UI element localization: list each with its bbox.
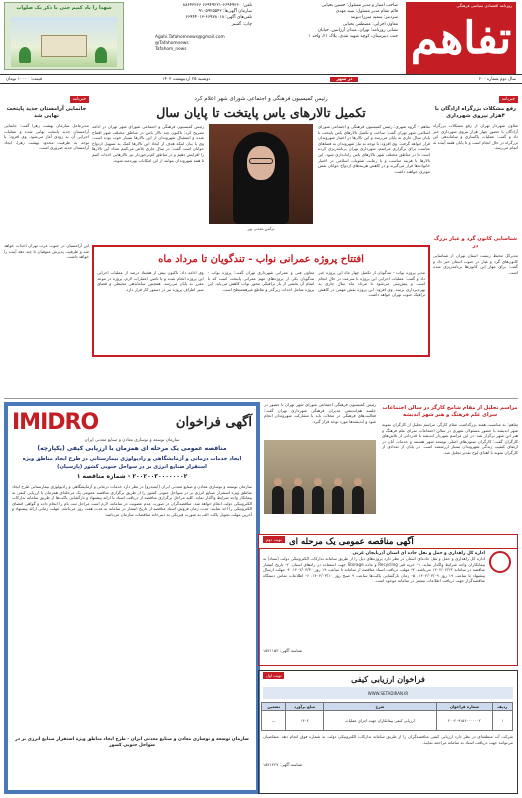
lead-kicker: رئیس کمیسیون فرهنگی و اجتماعی شورای شهر اعلام کرد: [194, 96, 328, 102]
sidebar-left: [4, 96, 89, 396]
person-head: [354, 478, 362, 486]
issue-number: سال دوم شماره ۶۰۰: [478, 76, 516, 82]
lead-body: [92, 124, 430, 264]
table-cell: ۱: [492, 711, 512, 731]
issue-date: دوشنبه ۲۵ اردیبهشت ۱۴۰۲: [162, 76, 211, 82]
person-silhouette: [272, 486, 284, 514]
table-header: مبلغ برآورد: [286, 703, 323, 711]
imidro-footer: سازمان توسعه و نوسازی معادن و صنایع معدنی ایران - طرح ایجاد مناطق ویژه استقرار صنایع انرژی بر در سواحل جنوبی کشور: [15, 737, 249, 748]
martyrs-promo-banner: [4, 2, 124, 70]
contact-block: [137, 3, 252, 28]
quality-evaluation-ad: [258, 670, 518, 794]
lead-column-right: تفاهم - گروه شهری: رئیس کمیسیون فرهنگی و اجتماعی شورای اسلامی شهر تهران گفت: ساخت و تکمیل تالارهای یاس پایتخت تا پایان سال جاری به پایان می‌رسد و این تالارها در اختیار شهروندان قرار خواهد گرفت. وی افزود: با توجه به نیاز شهروندان به فضاهای مناسب برای برگزاری مراسم، شهرداری تهران برنامه‌ریزی کرده است تا در مناطق مختلف شهر تالارهای یاس راه‌اندازی شود. این تالارها با هزینه مناسب و با رعایت شئونات اسلامی در اختیار خانواده‌ها قرار می‌گیرند و در کاهش هزینه‌های ازدواج جوانان نقش موثری خواهند داشت.: [318, 124, 430, 174]
imidro-tender-ad: [4, 402, 260, 794]
road-tender-ad: [258, 534, 518, 666]
sidebar-headline-2[interactable]: شناسایی کانون گرد و غبار بزرگ در: [433, 236, 518, 249]
person-head: [334, 478, 342, 486]
middle-story-text: رئیس کمیسیون فرهنگی اجتماعی شورای شهر تهران با حضور در جلسه هم‌اندیشی مدیران فرهنگی شهرداری تهران گفت: فعالیت‌های فرهنگی در محلات باید با مشارکت شهروندان انجام شود و اندیشه‌ها مورد توجه قرار گیرد.: [264, 402, 376, 424]
boxed-headline[interactable]: افتتاح پروژه عمرانی نواب - تندگویان تا مرداد ماه: [158, 254, 364, 265]
person-silhouette: [312, 486, 324, 514]
logo-text: تفاهم: [410, 12, 512, 64]
staff-line: قائم مقام مدیر مسئول: سید مهدی: [335, 9, 398, 15]
staff-block: [253, 3, 398, 40]
masthead: [0, 0, 522, 84]
table-cell: ---: [262, 711, 286, 731]
imidro-logo: IMIDRO: [12, 410, 99, 435]
glasses-shape: [249, 158, 273, 164]
right-lower-body: تفاهم: به مناسبت هفته بزرگداشت مقام کارگر، مراسم تجلیل از کارگران نمونه شهر اندیشه با حضور مسئولان شهری در سالن اجتماعات سرای علم فرهنگ و هنر این شهر برگزار شد. در این مراسم شهردار اندیشه با قدردانی از تلاش‌های کارگران گفت: کارگران ستون‌های اصلی توسعه شهر هستند و خدمات آنان در ارتقای کیفیت زندگی شهروندان بسیار ارزشمند است. در پایان از تعدادی از کارگران نمونه با اهدای لوح تقدیر تجلیل شد.: [382, 422, 518, 455]
tender-subtitle: اداره کل راهداری و حمل و نقل جاده ای استان آذربایجان غربی: [352, 551, 485, 556]
staff-line: نشانی روزنامه: تهران، میدان آرژانتین، خیابان: [317, 27, 398, 33]
eval-title: فراخوان ارزیابی کیفی: [351, 674, 425, 684]
sidebar-body-2: این آرامستان در جنوب غرب تهران احداث خواهد شد و ظرفیت پذیرش متوفیان تا چند دهه آینده را خواهد داشت.: [4, 243, 89, 260]
dateline-bar: [0, 74, 522, 84]
issue-price: قیمت: ۱۰۰۰۰ تومان: [6, 76, 42, 82]
right-lower-headline[interactable]: مراسم تجلیل از مقام شامخ کارگر در سالن اجتماعات سرای علم فرهنگ و هنر شهر اندیشه: [382, 405, 518, 418]
telegram-link[interactable]: @Tafahomnews: [155, 41, 189, 47]
table-cell: ۲۰۰۲۰۹۱۵۶۰۰۰۰۰۰۲: [437, 711, 493, 731]
staff-line: جنب دبیرستان، کوچه شهید نقدی، پلاک ۲۱، واحد ۱: [308, 34, 398, 40]
photo-caption: نرگس معدنی پور: [247, 226, 275, 231]
sidebar-tag: خبرنامه: [499, 96, 518, 103]
section-badge: در شهر: [330, 77, 358, 82]
table-cell: ارزیابی کیفی پیمانکاران جهت اجرای عملیات: [323, 711, 436, 731]
person-silhouette: [292, 486, 304, 514]
boxed-columns: [97, 270, 425, 340]
eval-ref: شناسه آگهی: ۱۵۲۱۴۲۷: [263, 762, 303, 767]
table-header: شرح: [323, 703, 436, 711]
contact-line: چاپ: گستر: [231, 21, 252, 27]
section-divider: [4, 398, 518, 399]
table-cell: ۱۴۰۲: [286, 711, 323, 731]
staff-line: معاون اجرایی: مصطفی یحیایی: [342, 21, 398, 27]
road-org-icon: [489, 551, 511, 573]
sidebar-tag: خبرنامه: [70, 96, 89, 103]
email-link[interactable]: Agahi.Tafahomnews@gmail.com: [155, 35, 225, 40]
sidebar-headline[interactable]: رفع مشکلات بزرگراه ‌ازادگان با ۴هزار نیروی شهرداری: [434, 106, 517, 119]
tender-header: [259, 535, 517, 549]
staff-line: سردبیر: سمیه میرزا دیوبند: [350, 15, 398, 21]
lead-photo: [209, 124, 313, 224]
promo-image: [11, 17, 117, 67]
eval-body: شرکت آب منطقه‌ای در نظر دارد ارزیابی کیفی مناقصه‌گران را از طریق سامانه تدارکات الکترونیکی دولت به شماره فوق انجام دهد. متقاضیان می‌توانند جهت دریافت اسناد به سامانه مراجعه نمایند.: [263, 734, 513, 745]
eval-site-band[interactable]: WWW.SETADIRAN.IR: [263, 687, 513, 699]
boxed-column: وی ادامه داد: تاکنون بیش از هشتاد درصد از عملیات اجرایی این پروژه انجام شده و با تامین اعتبارات لازم، پروژه در موعد مقرر به پایان می‌رسد. همچنین ساماندهی محیطی و فضای سبز اطراف پروژه نیز در دستور کار قرار دارد.: [96, 270, 204, 292]
staff-line: صاحب امتیاز و مدیر مسئول: حسین یحیایی: [321, 3, 398, 8]
sidebar-body: مدیرعامل سازمان بهشت زهرا گفت: جانمایی آرامستان جدید پایتخت نهایی شده و عملیات اجرایی آن به زودی آغاز می‌شود. وی افزود: با توجه به ظرفیت محدود بهشت زهرا، ایجاد آرامستان جدید ضروری است.: [4, 123, 89, 151]
imidro-header: [12, 410, 252, 435]
sidebar-body-2: مدیرکل محیط زیست استان تهران از شناسایی کانون‌های گرد و غبار در جنوب استان خبر داد و گفت: برای مهار این کانون‌ها برنامه‌ریزی شده است.: [433, 253, 518, 275]
imidro-org: سازمان توسعه و نوسازی معادن و صنایع معدنی ایران: [84, 438, 180, 443]
tree-shape: [19, 47, 31, 63]
tender-stamp: نوبت دوم: [263, 536, 285, 543]
instagram-link[interactable]: Tafahom_news: [155, 47, 187, 53]
table-row: [262, 711, 513, 731]
person-head: [314, 478, 322, 486]
sidebar-right: [433, 96, 518, 396]
lead-headline[interactable]: تکمیل تالارهای یاس پایتخت تا پایان سال: [156, 105, 366, 120]
contact-line: سازمان آگهی‌ها: ۹۱۰۵۹۲۵۵۴۲: [198, 9, 252, 15]
newspaper-logo[interactable]: [406, 2, 516, 74]
tender-title: آگهی مناقصه عمومی یک مرحله ای: [289, 537, 414, 547]
lead-column-left: رئیس کمیسیون فرهنگی و اجتماعی شورای شهر تهران در ادامه تصریح کرد: تاکنون چند تالار یاس در مناطق مختلف شهر افتتاح شده و استقبال شهروندان از این تالارها بسیار خوب بوده است. وی با بیان اینکه هدف از ایجاد این تالارها کمک به تسهیل ازدواج جوانان است گفت: در سال جاری تلاش می‌کنیم تعداد این تالارها را افزایش دهیم و در مناطق کم‌برخوردار نیز تالارهایی احداث کنیم تا همه شهروندان بتوانند از این امکانات بهره‌مند شوند.: [92, 124, 204, 163]
imidro-body: سازمان توسعه و نوسازی معادن و صنایع معدنی ایران (ایمیدرو) در نظر دارد خدمات درمانی و آزمایشگاهی و رادیولوژی بیمارستانی طرح ایجاد مناطق ویژه استقرار صنایع انرژی بر در سواحل جنوبی کشور را از طریق برگزاری مناقصه عمومی یک مرحله‌ای همزمان با ارزیابی کیفی به پیمانکار واجد شرایط واگذار نماید. کلیه مراحل برگزاری مناقصه از دریافت اسناد تا ارائه پیشنهاد و بازگشایی پاکت‌ها از طریق سامانه تدارکات الکترونیکی دولت انجام خواهد شد. مناقصه‌گران در صورت عدم عضویت در سامانه، لازم است مراحل ثبت نام را انجام داده و گواهی امضای الکترونیکی را اخذ نمایند. مدت زمان فروش اسناد مناقصه از تاریخ انتشار در سامانه به مدت هفت روز می‌باشد. مهلت زمانی ارائه پیشنهاد و آخرین مهلت تحویل پاکت الف به صورت فیزیکی به دبیرخانه مناقصات سازمان می‌باشد.: [12, 484, 252, 517]
table-header: ردیف: [492, 703, 512, 711]
logo-subtitle: روزنامه اقتصادی سیاسی فرهنگی: [456, 3, 512, 8]
meeting-photo: [264, 440, 376, 514]
contact-line: تلفن: ۶۶۹۴۹۳۶۰-۶۶۹۴۹۲۲۱ ۸۸۶۴۳۳۶۶: [182, 3, 252, 8]
imidro-code: ۲۰۰۲۰۰۳۰۰۰۰۰۰۰۲ - شماره مناقصه ۱: [76, 473, 188, 480]
person-silhouette: [332, 486, 344, 514]
imidro-ad-title: آگهی فراخوان: [175, 415, 252, 430]
eval-table: [261, 702, 513, 731]
imidro-subject: مناقصه عمومی یک مرحله ای همزمان با ارزیابی کیفی (یکپارچه): [37, 445, 227, 452]
right-lower-story: [382, 402, 518, 530]
tree-shape: [95, 47, 107, 63]
eval-stamp: نوبت اول: [263, 672, 284, 679]
boxed-column: معاون فنی و عمرانی شهرداری تهران گفت: پروژه نواب - تندگویان یکی از پروژه‌های مهم عمرانی پایتخت است که با اتمام آن بخشی از بار ترافیکی محور نواب کاهش می‌یابد. این پروژه شامل احداث زیرگذر و تقاطع غیرهمسطح است.: [207, 270, 315, 292]
social-links: [155, 35, 225, 54]
table-header: تضمین: [262, 703, 286, 711]
tender-body: اداره کل راهداری و حمل و نقل جاده‌ای استان در نظر دارد پروژه‌های ذیل را از طریق سامانه تدارکات الکترونیکی دولت (ستاد) به پیمانکاران واجد شرایط واگذار نماید. ۱- خرید قیر Recycling و ماده Storage جهت استفاده در راه‌های استان. ۲- تاریخ انتشار مناقصه در سامانه ۱۴۰۲/۰۲/۲۴ می‌باشد. ۳- مهلت دریافت اسناد مناقصه از سامانه تا ساعت ۱۹ روز ۱۴۰۲/۰۲/۳۰. ۴- مهلت ارسال پیشنهاد تا ساعت ۱۹ روز ۱۴۰۲/۰۳/۰۹. ۵- زمان بازگشایی پاکت‌ها ساعت ۹ صبح روز ۱۴۰۲/۰۳/۱۰. ۶- اطلاعات تماس دستگاه مناقصه‌گزار جهت دریافت اطلاعات بیشتر در سامانه موجود است.: [263, 556, 485, 584]
table-header: شماره فراخوان: [437, 703, 493, 711]
tender-ref: شناسه آگهی: ۱۵۲۱۱۵۲: [263, 648, 303, 653]
person-head: [274, 478, 282, 486]
table-header-row: [262, 703, 513, 711]
building-shape: [41, 35, 87, 57]
promo-text: شهدا را یاد کنیم حتی با ذکر یک صلوات: [16, 5, 112, 11]
boxed-column: مدیر پروژه نواب - تندگویان از تکمیل چهار ماه این پروژه خبر داد و گفت: عملیات اجرایی این پروژه با سرعت در حال انجام است و پیش‌بینی می‌شود تا مرداد ماه سال جاری به بهره‌برداری برسد. وی افزود: این پروژه نقش مهمی در کاهش ترافیک جنوب تهران خواهد داشت.: [318, 270, 425, 298]
person-head: [294, 478, 302, 486]
imidro-subject-2: ایجاد خدمات درمانی و آزمایشگاهی و رادیولوژی بیمارستانی در طرح ایجاد مناطق ویژه استقرار صنایع انرژی بر در سواحل جنوبی کشور (پارسیان): [22, 456, 242, 470]
contact-line: تلفن‌های آگهی: ۶۶۹۷۸۰۱۸-۶۶۹۴۴۰۱۳: [185, 15, 252, 21]
person-silhouette: [352, 486, 364, 514]
lead-story: [92, 96, 430, 264]
boxed-story: [92, 245, 430, 357]
sidebar-headline[interactable]: جانمایی آرامستان جدید پایتخت نهایی شد: [6, 106, 87, 119]
sidebar-body: معاون شهردار تهران از رفع مشکلات بزرگراه آزادگان با حضور چهار هزار نیروی شهرداری خبر داد و گفت: عملیات پاکسازی و ساماندهی این بزرگراه در حال انجام است و تا پایان هفته آینده به اتمام می‌رسد.: [433, 123, 518, 151]
